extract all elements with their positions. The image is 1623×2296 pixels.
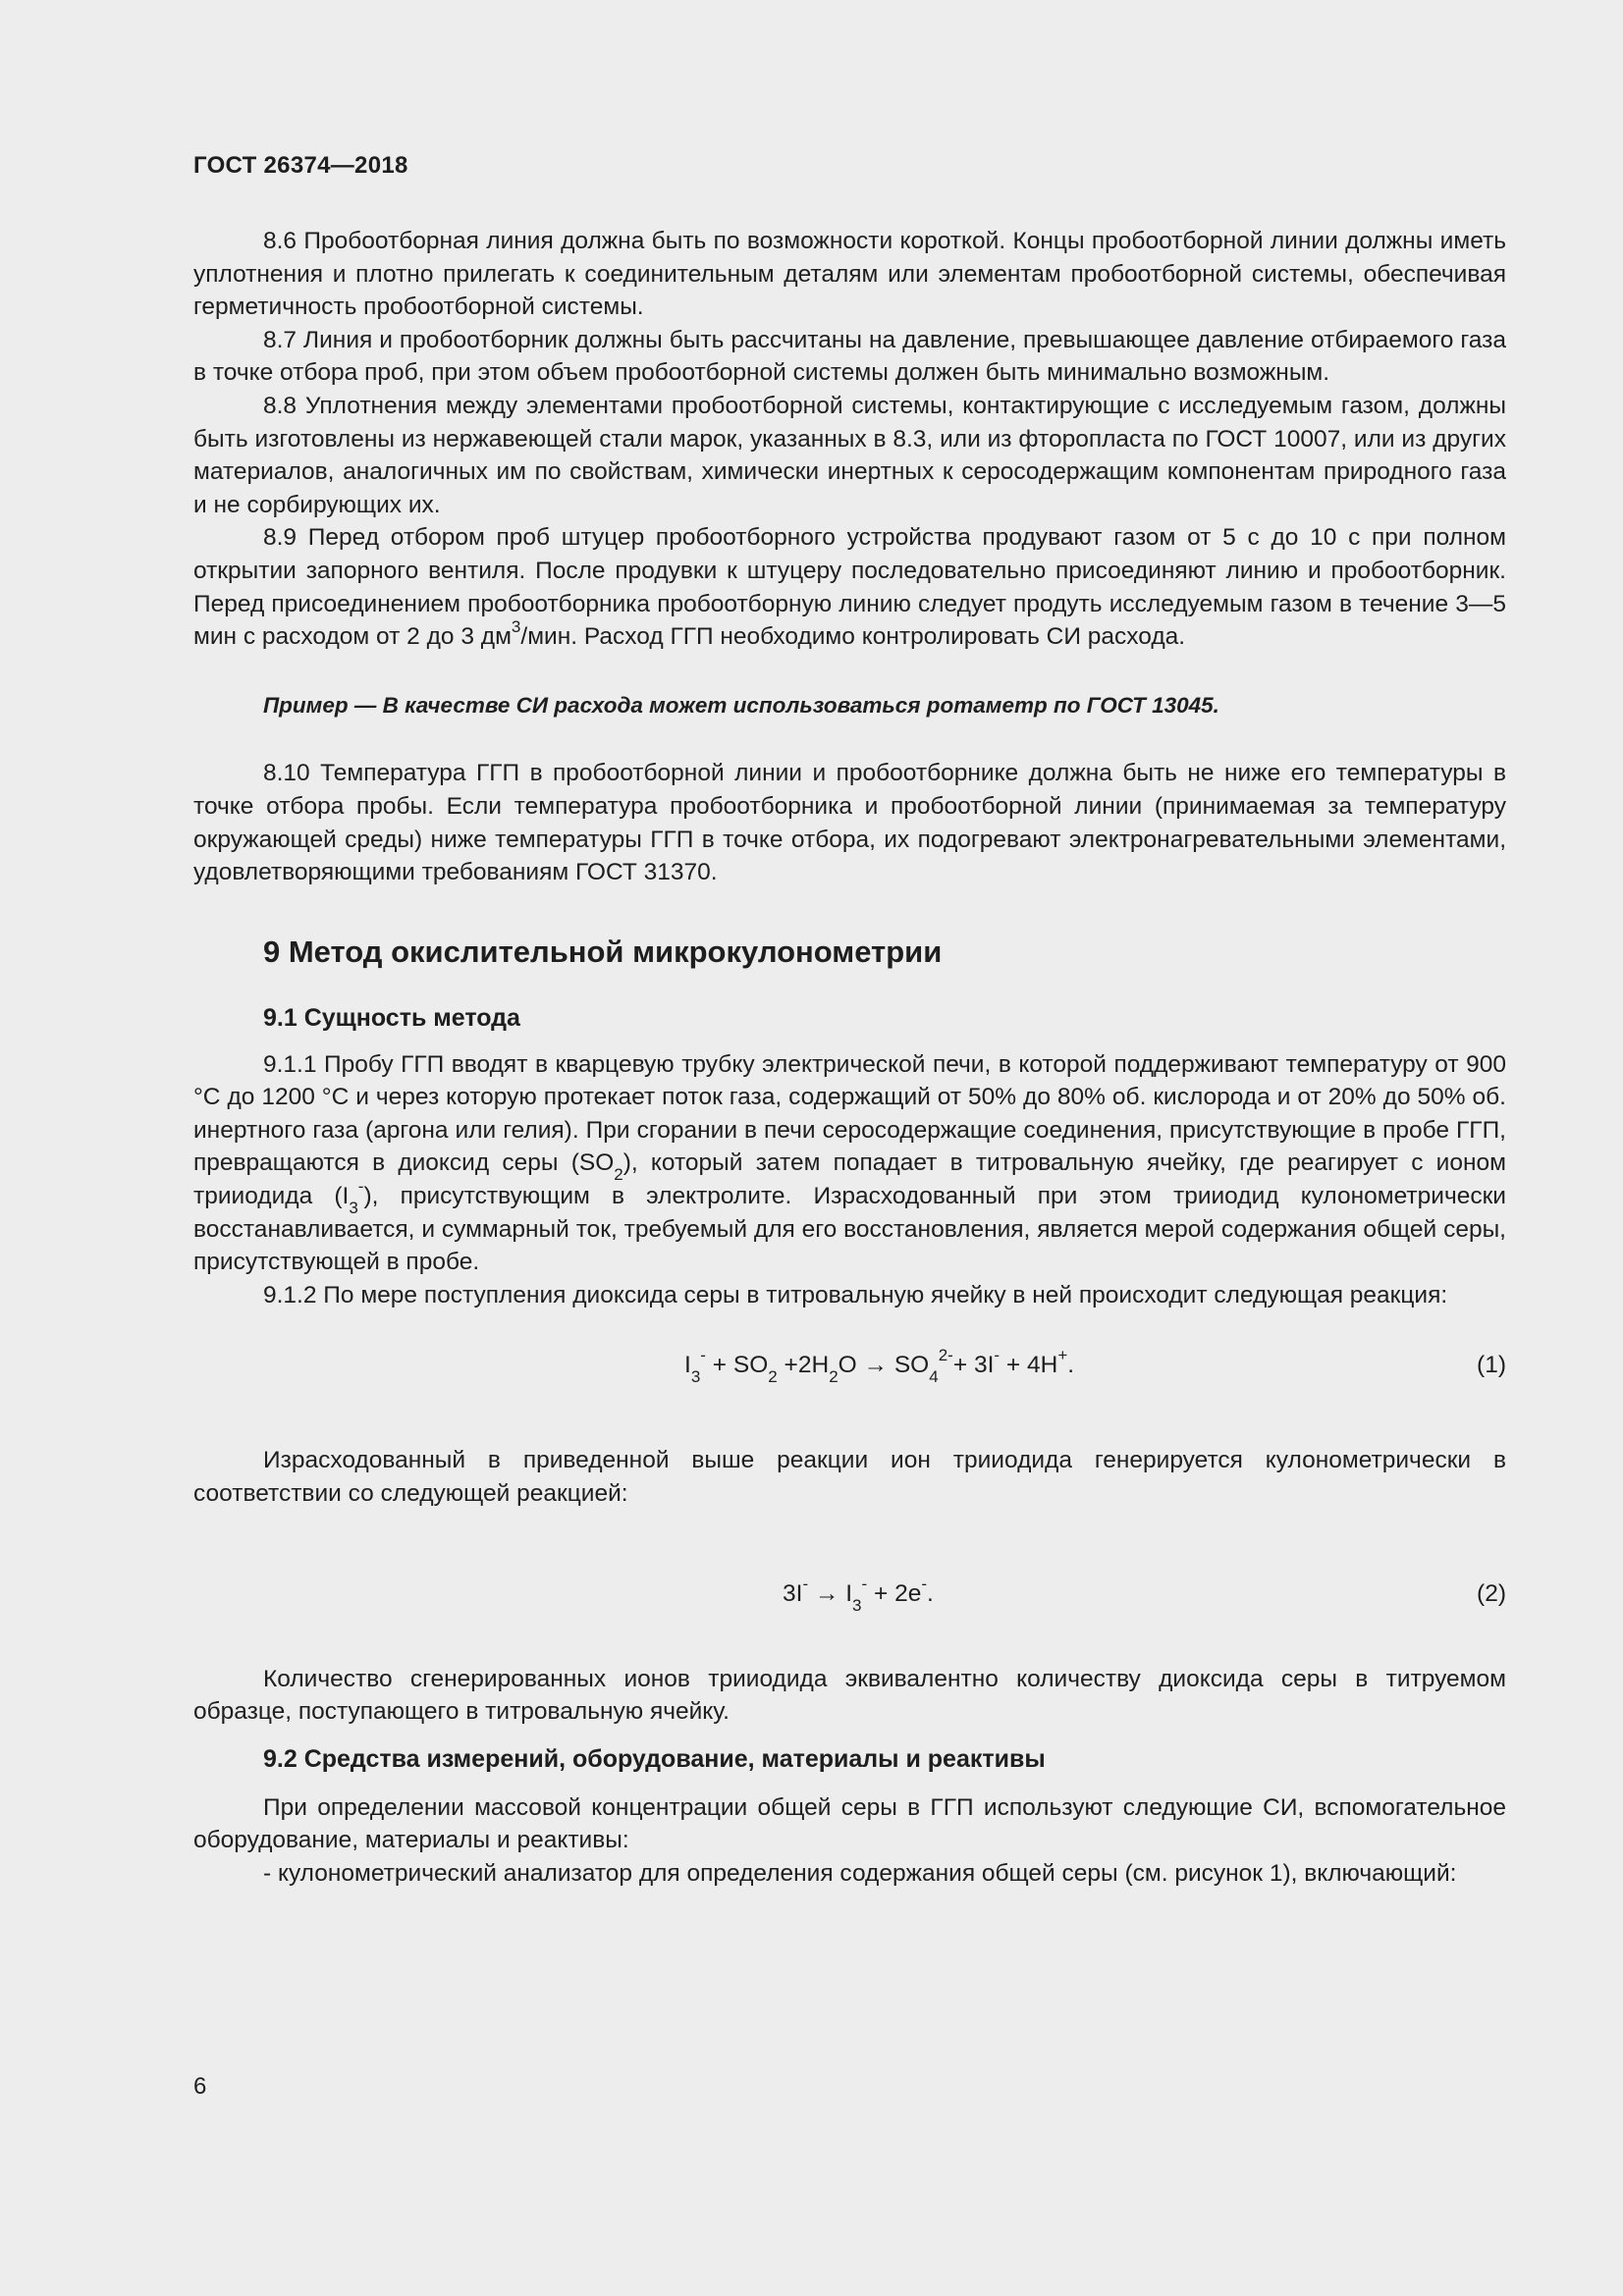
section-9-1-heading: 9.1 Сущность метода — [263, 1003, 520, 1032]
document-body — [193, 225, 1506, 1891]
formula-1-expression: $I_3^- + SO_2 +2H_2O \to SO_4^{2-}+ 3I^- + 4H^+$. — [684, 1346, 1075, 1387]
section-9-heading: 9 Метод окислительной микрокулонометрии — [263, 934, 943, 969]
section-9-2-heading: 9.2 Средства измерений, оборудование, материалы и реактивы — [263, 1744, 1046, 1773]
paragraph-analyzer-item: - кулонометрический анализатор для определения содержания общей серы (см. рисунок 1), включающий: — [263, 1860, 1457, 1887]
formula-1-number: (1) — [1477, 1352, 1506, 1379]
paragraph-quantity: Количество сгенерированных ионов трииодида эквивалентно количеству диоксида серы в титруемом образце, поступающего в титровальную ячейку. — [193, 1665, 1506, 1726]
page-number: 6 — [193, 2073, 207, 2100]
document-header: ГОСТ 26374—2018 — [193, 152, 408, 179]
paragraph-8-10: 8.10 Температура ГГП в пробоотборной линии и пробоотборнике должна быть не ниже его температуры в точке отбора пробы. Если температура пробоотборника и пробоотборной линии (принимаемая за температуру окружающей среды) ниже температуры ГГП в точке отбора, их подогревают электронагревательными элементами, удовлетворяющими требованиям ГОСТ 31370. — [193, 760, 1506, 886]
paragraph-regeneration: Израсходованный в приведенной выше реакции ион трииодида генерируется кулонометрически в соответствии со следующей реакцией: — [193, 1447, 1506, 1508]
paragraph-9-2: При определении массовой концентрации общей серы в ГГП используют следующие СИ, вспомогательное оборудование, материалы и реактивы: — [193, 1793, 1506, 1854]
paragraph-8-6: 8.6 Пробоотборная линия должна быть по возможности короткой. Концы пробоотборной линии должны иметь уплотнения и плотно прилегать к соединительным деталям или элементам пробоотборной системы, обеспечивая герметичность пробоотборной системы. — [193, 228, 1506, 321]
paragraph-9-1-1: 9.1.1 Пробу ГГП вводят в кварцевую трубку электрической печи, в которой поддерживают температуру от 900 °С до 1200 °С и через которую протекает поток газа, содержащий от 50% до 80% об. кислорода и от 20% до 50% об. инертного газа (аргона или гелия). При сгорании в печи серосодержащие соединения, присутствующие в пробе ГГП, превращаются в диоксид серы $(SO_2)$, который затем попадает в титровальную ячейку, где реагирует с ионом трииодида $(I_3^-)$, присутствующим в электролите. Израсходованный при этом трииодид кулонометрически восстанавливается, и суммарный ток, требуемый для его восстановления, является мерой содержания общей серы, присутствующей в пробе. — [193, 1050, 1506, 1276]
paragraph-8-7: 8.7 Линия и пробоотборник должны быть рассчитаны на давление, превышающее давление отбираемого газа в точке отбора проб, при этом объем пробоотборной системы должен быть минимально возможным. — [193, 326, 1506, 387]
paragraph-8-9: 8.9 Перед отбором проб штуцер пробоотборного устройства продувают газом от 5 с до 10 с при полном открытии запорного вентиля. После продувки к штуцеру последовательно присоединяют линию и пробоотборник. Перед присоединением пробоотборника пробоотборную линию следует продуть исследуемым газом в течение 3—5 мин с расходом от 2 до 3 $дм^3$/мин. Расход ГГП необходимо контролировать СИ расхода. — [193, 524, 1506, 651]
example-note: Пример — В качестве СИ расхода может использоваться ротаметр по ГОСТ 13045. — [263, 692, 1219, 718]
formula-2-expression: $3I^- \to I_3^- + 2e^-$. — [783, 1574, 934, 1615]
paragraph-8-8: 8.8 Уплотнения между элементами пробоотборной системы, контактирующие с исследуемым газом, должны быть изготовлены из нержавеющей стали марок, указанных в 8.3, или из фторопласта по ГОСТ 10007, или из других материалов, аналогичных им по свойствам, химически инертных к серосодержащим компонентам природного газа и не сорбирующих их. — [193, 392, 1506, 518]
formula-1 — [193, 1339, 1506, 1405]
formula-2-number: (2) — [1477, 1579, 1506, 1607]
paragraph-9-1-2: 9.1.2 По мере поступления диоксида серы в титровальную ячейку в ней происходит следующая реакция: — [263, 1281, 1448, 1308]
formula-2 — [193, 1568, 1506, 1633]
